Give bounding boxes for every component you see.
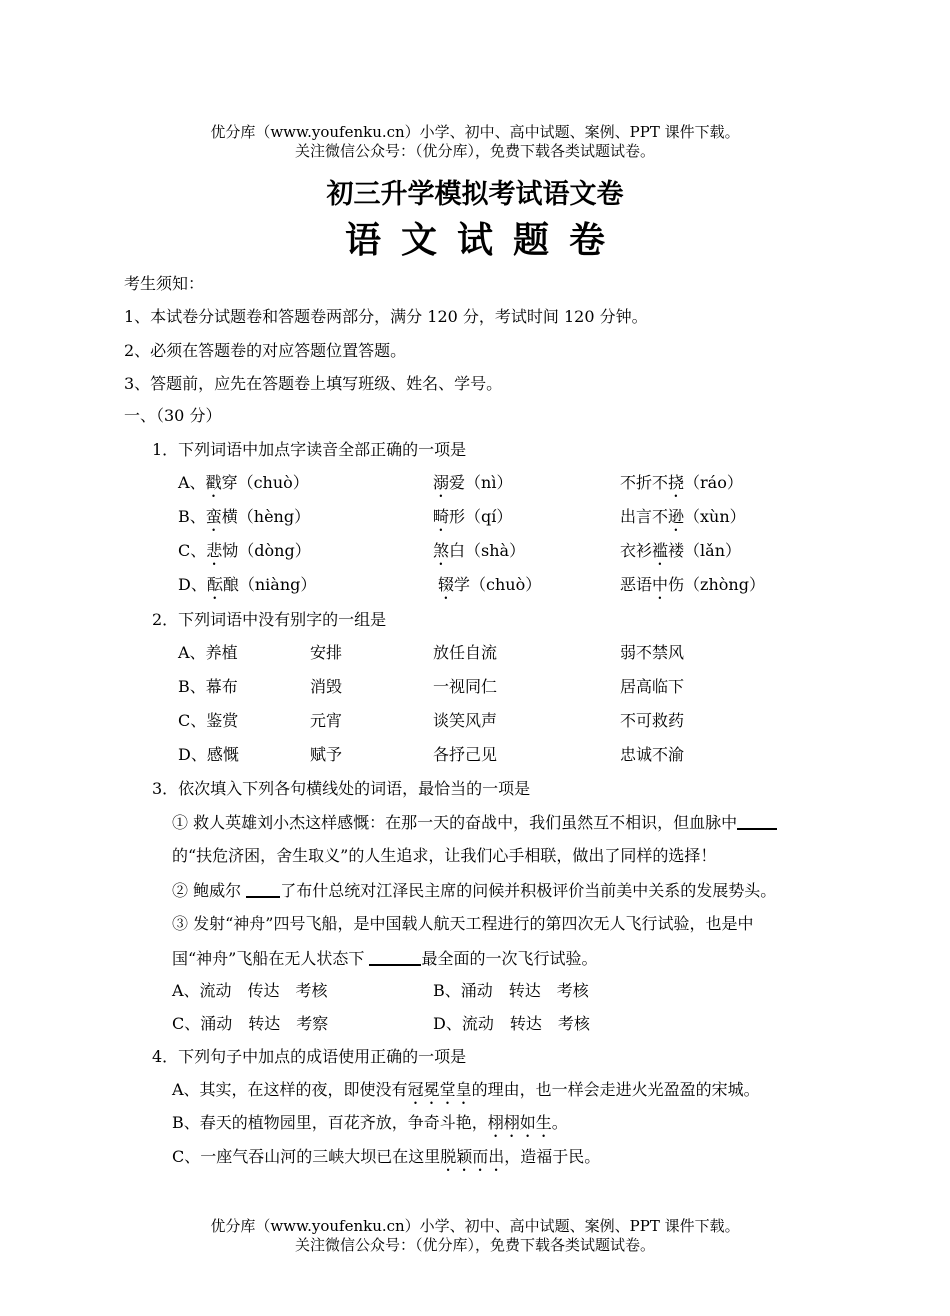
q1-a-col2: 溺爱（nì） <box>433 473 513 492</box>
q1-c-col1: C、悲恸（dòng） <box>178 541 311 560</box>
q2-a-c4: 弱不禁风 <box>620 643 685 662</box>
q2-b-c1: B、幕布 <box>178 677 238 696</box>
footer-line-1: 优分库（www.youfenku.cn）小学、初中、高中试题、案例、PPT 课件下载。 <box>210 1217 740 1235</box>
q3-blank-1 <box>737 812 777 830</box>
q3-blank-2 <box>246 880 280 898</box>
q2-d-c3: 各抒己见 <box>433 745 498 764</box>
q1-b-col2: 畸形（qí） <box>433 507 513 526</box>
q3-sentence-3a: ③ 发射“神舟”四号飞船，是中国载人航天工程进行的第四次无人飞行试验，也是中 <box>172 914 754 933</box>
q4-option-b: B、春天的植物园里，百花齐放，争奇斗艳，栩栩如生。 <box>172 1113 568 1132</box>
q4-stem: 4．下列句子中加点的成语使用正确的一项是 <box>152 1047 467 1066</box>
q3-stem: 3．依次填入下列各句横线处的词语，最恰当的一项是 <box>152 779 531 798</box>
q2-d-c1: D、感慨 <box>178 745 239 764</box>
q4-b-idiom: 栩栩如生 <box>487 1113 552 1132</box>
q1-b-col3: 出言不逊（xùn） <box>620 507 746 526</box>
notice-heading: 考生须知： <box>124 274 205 293</box>
q1-d-col1: D、酝酿（niàng） <box>178 575 317 594</box>
q2-c-c4: 不可救药 <box>620 711 685 730</box>
q4-option-a: A、其实，在这样的夜，即使没有冠冕堂皇的理由，也一样会走进火光盈盈的宋城。 <box>172 1080 760 1099</box>
section-one-label: 一、（30 分） <box>124 406 222 425</box>
q3-sentence-1a: ① 救人英雄刘小杰这样感慨：在那一天的奋战中，我们虽然互不相识，但血脉中 <box>172 812 777 833</box>
q2-c-c1: C、鉴赏 <box>178 711 239 730</box>
q3-sentence-2: ② 鲍威尔 了布什总统对江泽民主席的问候并积极评价当前美中关系的发展势头。 <box>172 881 777 900</box>
footer-line-2: 关注微信公众号：（优分库），免费下载各类试题试卷。 <box>294 1236 655 1254</box>
q3-blank-3 <box>369 948 421 966</box>
q2-c-c3: 谈笑风声 <box>433 711 498 730</box>
notice-item-1: 1、本试卷分试题卷和答题卷两部分，满分 120 分，考试时间 120 分钟。 <box>124 307 648 326</box>
header-line-1: 优分库（www.youfenku.cn）小学、初中、高中试题、案例、PPT 课件下载。 <box>210 123 740 141</box>
q3-option-a: A、流动 传达 考核 <box>172 981 328 1000</box>
header-line-2: 关注微信公众号：（优分库），免费下载各类试题试卷。 <box>294 142 655 160</box>
q1-b-col1: B、蛮横（hèng） <box>178 507 311 526</box>
q2-b-c3: 一视同仁 <box>433 677 498 696</box>
q1-d-col3: 恶语中伤（zhòng） <box>620 575 765 594</box>
q2-a-c2: 安排 <box>310 643 343 662</box>
q4-option-c: C、一座气吞山河的三峡大坝已在这里脱颖而出，造福于民。 <box>172 1147 601 1166</box>
q4-c-idiom: 脱颖而出 <box>440 1147 505 1166</box>
q3-sentence-1b: 的“扶危济困，舍生取义”的人生追求，让我们心手相联，做出了同样的选择！ <box>172 846 717 865</box>
q2-c-c2: 元宵 <box>310 711 343 730</box>
q1-a-col3: 不折不挠（ráo） <box>620 473 743 492</box>
q4-a-idiom: 冠冕堂皇 <box>407 1080 472 1099</box>
q2-b-c4: 居高临下 <box>620 677 685 696</box>
q2-stem: 2．下列词语中没有别字的一组是 <box>152 610 387 629</box>
q1-a-col1: A、戳穿（chuò） <box>178 473 309 492</box>
q2-b-c2: 消毁 <box>310 677 343 696</box>
q2-a-c3: 放任自流 <box>433 643 498 662</box>
exam-title: 初三升学模拟考试语文卷 <box>326 179 624 210</box>
q1-stem: 1．下列词语中加点字读音全部正确的一项是 <box>152 440 467 459</box>
q3-option-c: C、涌动 转达 考察 <box>172 1014 329 1033</box>
q3-option-d: D、流动 转达 考核 <box>433 1014 590 1033</box>
q3-option-b: B、涌动 转达 考核 <box>433 981 589 1000</box>
q3-sentence-3b: 国“神舟”飞船在无人状态下 最全面的一次飞行试验。 <box>172 949 598 968</box>
q1-c-col3: 衣衫褴褛（lǎn） <box>620 541 741 560</box>
q1-d-col2: 辍学（chuò） <box>438 575 542 594</box>
exam-subtitle: 语文试题卷 <box>344 219 625 261</box>
q2-d-c2: 赋予 <box>310 745 343 764</box>
q2-a-c1: A、养植 <box>178 643 238 662</box>
q2-d-c4: 忠诚不渝 <box>620 745 685 764</box>
notice-item-2: 2、必须在答题卷的对应答题位置答题。 <box>124 341 407 360</box>
q1-c-col2: 煞白（shà） <box>433 541 526 560</box>
notice-item-3: 3、答题前，应先在答题卷上填写班级、姓名、学号。 <box>124 374 503 393</box>
